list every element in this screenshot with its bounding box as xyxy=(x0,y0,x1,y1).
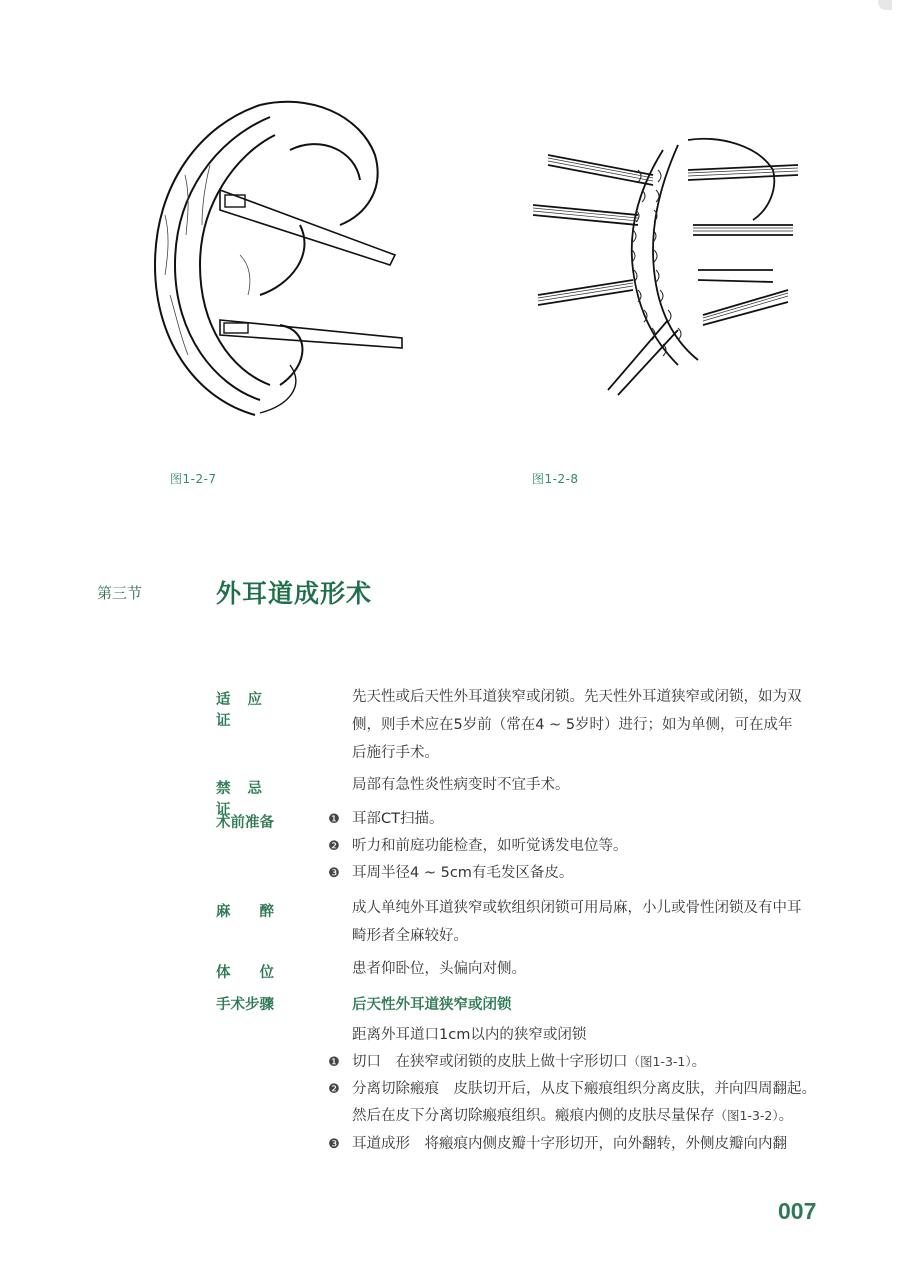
preop-item: 听力和前庭功能检查，如听觉诱发电位等。 xyxy=(352,838,628,854)
step-item xyxy=(352,1048,830,1076)
section-title: 外耳道成形术 xyxy=(216,579,373,608)
step-text-tail: 。 xyxy=(691,1054,707,1070)
position-label: 体 位 xyxy=(216,965,274,981)
step-text: 切口 在狭窄或闭锁的皮肤上做十字形切口 xyxy=(352,1054,628,1070)
steps-subheading: 后天性外耳道狭窄或闭锁 xyxy=(352,997,512,1013)
step-item: 耳道成形 将瘢痕内侧皮瓣十字形切开，向外翻转，外侧皮瓣向内翻 xyxy=(352,1136,787,1152)
text-line: 先天性或后天性外耳道狭窄或闭锁。先天性外耳道狭窄或闭锁，如为双 xyxy=(352,689,802,705)
corner-marker xyxy=(878,0,892,10)
text-line: 后施行手术。 xyxy=(352,745,439,761)
list-number: ❸ xyxy=(328,866,340,881)
text-line: 侧，则手术应在5岁前（常在4 ~ 5岁时）进行；如为单侧，可在成年 xyxy=(352,717,793,733)
preop-item: 耳周半径4 ~ 5cm有毛发区备皮。 xyxy=(352,865,574,881)
preop-label: 术前准备 xyxy=(216,815,274,831)
step-text-tail: 。 xyxy=(778,1108,794,1124)
section-number: 第三节 xyxy=(97,584,143,602)
anesthesia-label: 麻 醉 xyxy=(216,904,274,920)
figure-caption: 图1-2-8 xyxy=(532,472,579,486)
figure-caption: 图1-2-7 xyxy=(170,472,217,486)
figure-reference: （图1-3-2） xyxy=(714,1108,779,1123)
step-text: 然后在皮下分离切除瘢痕组织。瘢痕内侧的皮肤尽量保存 xyxy=(352,1108,715,1124)
step-item: 分离切除瘢痕 皮肤切开后，从皮下瘢痕组织分离皮肤，并向四周翻起。 xyxy=(352,1081,816,1097)
page-number: 007 xyxy=(778,1198,817,1224)
step-item-continued xyxy=(352,1102,832,1130)
contraindications-label: 禁 忌 证 xyxy=(216,781,269,818)
list-number: ❸ xyxy=(328,1137,340,1152)
preop-item: 耳部CT扫描。 xyxy=(352,811,444,827)
text-line: 成人单纯外耳道狭窄或软组织闭锁可用局麻，小儿或骨性闭锁及有中耳 xyxy=(352,900,802,916)
list-number: ❷ xyxy=(328,1082,340,1097)
list-number: ❶ xyxy=(328,812,340,827)
anesthesia-text xyxy=(352,894,830,950)
steps-label: 手术步骤 xyxy=(216,997,274,1013)
list-number: ❷ xyxy=(328,839,340,854)
steps-intro: 距离外耳道口1cm以内的狭窄或闭锁 xyxy=(352,1027,587,1043)
indications-text xyxy=(352,683,830,767)
figure-reference: （图1-3-1） xyxy=(627,1054,692,1069)
contraindications-text: 局部有急性炎性病变时不宜手术。 xyxy=(352,777,570,793)
figure-1-2-8-illustration xyxy=(518,130,808,405)
list-number: ❶ xyxy=(328,1055,340,1070)
indications-label: 适 应 证 xyxy=(216,692,269,729)
position-text: 患者仰卧位，头偏向对侧。 xyxy=(352,961,526,977)
figure-1-2-7-illustration xyxy=(140,95,415,425)
text-line: 畸形者全麻较好。 xyxy=(352,928,468,944)
